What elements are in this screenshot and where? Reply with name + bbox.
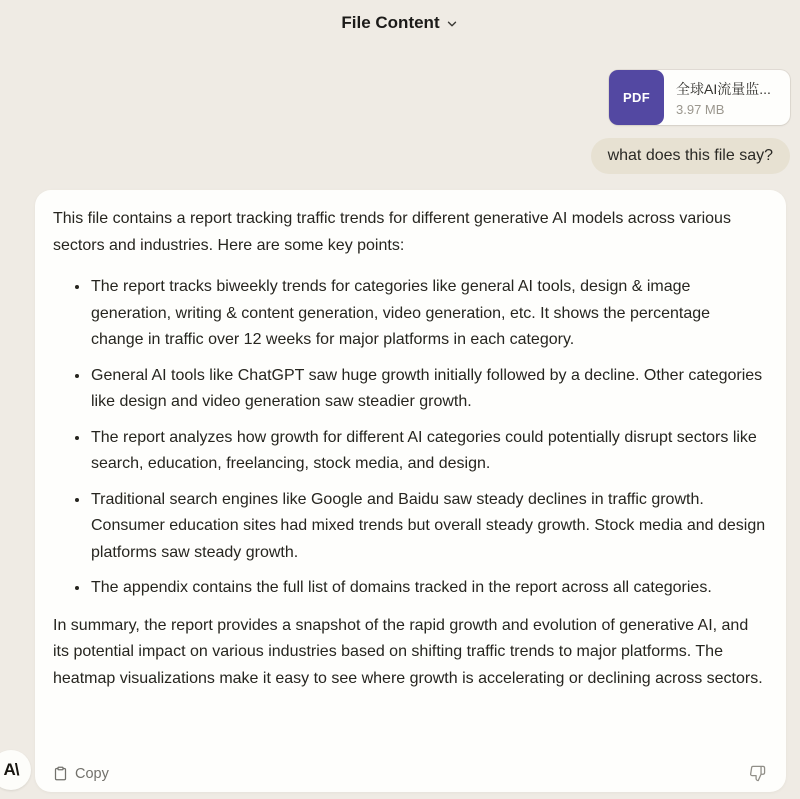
- copy-button-label: Copy: [75, 765, 109, 782]
- list-item: • Traditional search engines like Google and Baidu saw steady declines in traffic growth. Consumer education sites had mixed trends but overall steady growth. Stock media and design platforms saw steady growth.: [90, 487, 766, 567]
- thumbs-down-icon: [749, 765, 766, 782]
- file-info: [664, 79, 771, 117]
- user-message-bubble: what does this file say?: [591, 138, 790, 174]
- assistant-intro-paragraph: This file contains a report tracking traffic trends for different generative AI models across various sectors and industries. Here are some key points:: [53, 210, 731, 254]
- assistant-message-card: [35, 190, 786, 792]
- file-size: 3.97 MB: [676, 101, 725, 117]
- file-name: 全球AI流量监...: [676, 80, 771, 97]
- page-title: File Content: [341, 13, 440, 32]
- assistant-summary-paragraph: In summary, the report provides a snapshot of the rapid growth and evolution of generative AI, and its potential impact on various industries based on shifting traffic trends to major platforms. The heatmap visualizations make it easy to see where growth is accelerating or declining across sectors.: [53, 616, 763, 687]
- list-item: • The report tracks biweekly trends for categories like general AI tools, design & image generation, writing & content generation, video generation, etc. It shows the percentage change in traffic over 12 weeks for major platforms in each category.: [90, 274, 766, 354]
- key-points-list: [53, 274, 766, 602]
- copy-button[interactable]: [53, 766, 109, 782]
- clipboard-icon: [53, 766, 68, 781]
- list-item: • General AI tools like ChatGPT saw huge growth initially followed by a decline. Other categories like design and video generation saw steadier growth.: [90, 363, 766, 416]
- message-actions: [53, 759, 766, 782]
- thumbs-down-button[interactable]: [749, 765, 766, 782]
- anthropic-logo-icon: A\: [3, 760, 19, 779]
- pdf-attachment-card[interactable]: [609, 70, 790, 125]
- list-item: • The appendix contains the full list of domains tracked in the report across all categories.: [90, 575, 766, 602]
- list-item: • The report analyzes how growth for different AI categories could potentially disrupt sectors like search, education, freelancing, stock media, and design.: [90, 425, 766, 478]
- chevron-down-icon: [445, 17, 459, 31]
- assistant-avatar: [0, 750, 31, 790]
- pdf-file-icon: PDF: [609, 70, 664, 125]
- file-content-dropdown[interactable]: [0, 13, 800, 33]
